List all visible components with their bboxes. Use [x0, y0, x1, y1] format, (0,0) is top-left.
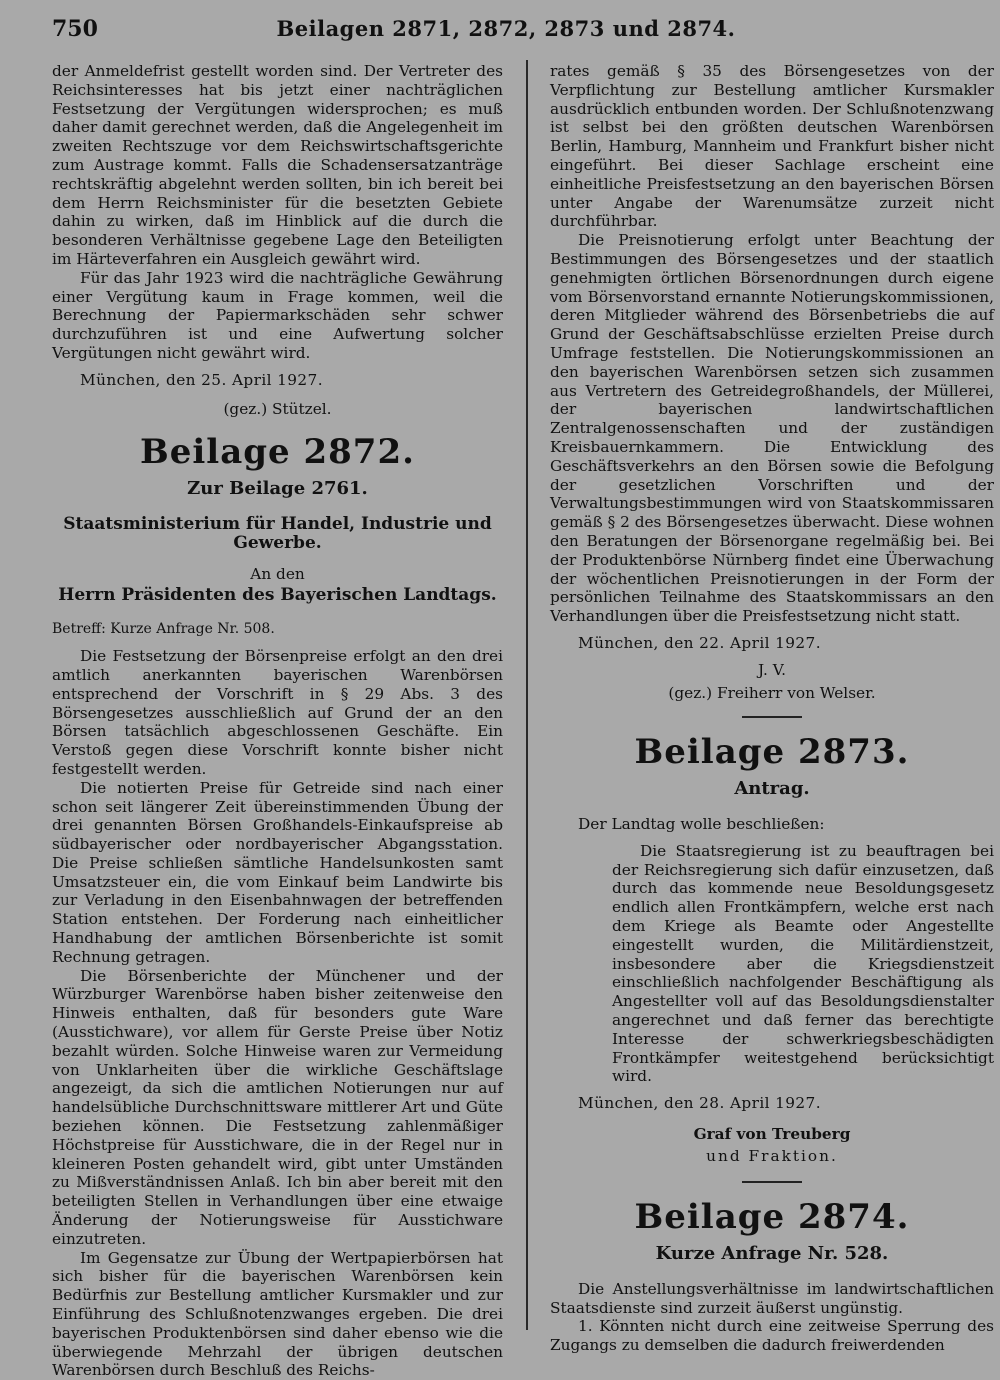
paragraph: Für das Jahr 1923 wird die nachträgliche Gewährung einer Vergütung kaum in Frage kommen, weil die Berechnung der Papiermarkschäden sehr schwer durchzuführen ist und eine Aufwertung solcher Vergütungen nicht gewährt wird.	[52, 268, 503, 362]
section-subtitle: Antrag.	[734, 778, 810, 800]
running-title: Beilagen 2871, 2872, 2873 und 2874.	[276, 16, 736, 41]
subject-line: Betreff: Kurze Anfrage Nr. 508.	[52, 621, 275, 638]
address-recipient: Herrn Präsidenten des Bayerischen Landtags.	[58, 584, 497, 605]
left-column	[52, 62, 503, 1380]
signer-fraction: und Fraktion.	[706, 1147, 838, 1166]
signers	[550, 1123, 994, 1167]
paragraph: der Anmeldefrist gestellt worden sind. Der Vertreter des Reichsinteresses hat bis jetzt einer nachträglichen Festsetzung der Vergütungen widersprochen; es muß daher damit gerechnet werden, daß die Angelegenheit im zweiten Rechtszuge vor dem Reichswirtschaftsgerichte zum Austrage kommt. Falls die Schadensersatzanträge rechtskräftig abgelehnt werden sollten, bin ich bereit bei dem Herrn Reichsminister für die besetzten Gebiete dahin zu wirken, daß im Hinblick auf die durch die besonderen Verhältnisse gegebene Lage den Beteiligten im Härteverfahren ein Ausgleich gewährt wird.	[52, 62, 503, 268]
section-title: Beilage 2872.	[140, 432, 415, 473]
ministry-heading: Staatsministerium für Handel, Industrie und Gewerbe.	[63, 514, 492, 553]
signer-name: Graf von Treuberg	[693, 1125, 851, 1144]
right-column	[550, 62, 994, 1355]
page-header	[52, 16, 960, 48]
motion-text: Die Staatsregierung ist zu beauftragen bei der Reichsregierung sich dafür einzusetzen, daß durch das kommende neue Besoldungsgesetz endlich allen Frontkämpfern, welche erst nach dem Kriege als Beamte oder Angestellte eingestellt wurden, die Militärdienstzeit, insbesondere aber die Kriegsdienstzeit einschließlich nachfolgender Beschäftigung als Angestellter voll auf das Besoldungsdienstalter angerechnet und daß ferner das berechtigte Interesse der schwerkriegsbeschädigten Frontkämpfer weitestgehend berücksichtigt wird.	[612, 841, 994, 1086]
signature-iv: J. V.	[758, 660, 786, 679]
paragraph: Die Anstellungsverhältnisse im landwirtschaftlichen Staatsdienste sind zurzeit äußerst ungünstig.	[550, 1279, 994, 1317]
dateline: München, den 28. April 1927.	[578, 1094, 821, 1113]
separator-rule	[742, 1181, 802, 1183]
section-subtitle: Kurze Anfrage Nr. 528.	[655, 1243, 889, 1265]
section-title: Beilage 2874.	[634, 1197, 910, 1238]
page-number: 750	[52, 16, 98, 42]
separator-rule	[742, 716, 802, 718]
address-line: An den	[250, 564, 305, 583]
signature: (gez.) Stützel.	[223, 399, 332, 418]
paragraph: Die Festsetzung der Börsenpreise erfolgt an den drei amtlich anerkannten bayerischen Warenbörsen entsprechend der Vorschrift in § 29 Abs. 3 des Börsengesetzes ausschließlich auf Grund der an den Börsen tatsächlich abgeschlossenen Geschäfte. Ein Verstoß gegen diese Vorschrift konnte bisher nicht festgestellt werden.	[52, 647, 503, 778]
paragraph: rates gemäß § 35 des Börsengesetzes von der Verpflichtung zur Bestellung amtlicher Kursmakler ausdrücklich entbunden worden. Der Schlußnotenzwang ist selbst bei den größten deutschen Warenbörsen Berlin, Hamburg, Mannheim und Frankfurt bisher nicht eingeführt. Bei dieser Sachlage erscheint eine einheitliche Preisfestsetzung an den bayerischen Börsen unter Angabe der Warenumsätze zurzeit nicht durchführbar.	[550, 62, 994, 231]
paragraph: Die notierten Preise für Getreide sind nach einer schon seit längerer Zeit übereinstimmenden Übung der drei genannten Börsen Großhandels-Einkaufspreise ab südbayerischer oder nordbayerischer Abgangsstation. Die Preise schließen sämtliche Handelsunkosten samt Umsatzsteuer ein, die vom Einkauf beim Landwirte bis zur Verladung in den Eisenbahnwagen der betreffenden Station entstehen. Der Forderung nach einheitlicher Handhabung der amtlichen Börsenberichte ist somit Rechnung getragen.	[52, 778, 503, 966]
signature: (gez.) Freiherr von Welser.	[668, 683, 876, 702]
paragraph: Die Preisnotierung erfolgt unter Beachtung der Bestimmungen des Börsengesetzes und der staatlich genehmigten örtlichen Börsenordnungen durch eigene vom Börsenvorstand ernannte Notierungskommissionen, deren Mitglieder während des Börsenbetriebs die auf Grund der Geschäftsabschlüsse erzielten Preise durch Umfrage feststellen. Die Notierungskommissionen an den bayerischen Warenbörsen setzen sich zusammen aus Vertretern des Getreidegroßhandels, der Müllerei, der bayerischen landwirtschaftlichen Zentralgenossenschaften und der zuständigen Kreisbauernkammern. Die Entwicklung des Geschäftsverkehrs an den Börsen sowie die Befolgung der gesetzlichen Vorschriften und der Verwaltungsbestimmungen wird von Staatskommissaren gemäß § 2 des Börsengesetzes überwacht. Diese wohnen den Beratungen der Börsenorgane regelmäßig bei. Bei der Produktenbörse Nürnberg findet eine Überwachung der wöchentlichen Preisnotierungen in der Form der persönlichen Teilnahme des Staatskommissars an den Verhandlungen über die Preisfestsetzung nicht statt.	[550, 231, 994, 626]
numbered-item: 1. Könnten nicht durch eine zeitweise Sperrung des Zugangs zu demselben die dadurch freiwerdenden	[550, 1317, 994, 1355]
paragraph: Im Gegensatze zur Übung der Wertpapierbörsen hat sich bisher für die bayerischen Warenbörsen kein Bedürfnis zur Bestellung amtlicher Kursmakler und zur Einführung des Schlußnotenzwanges ergeben. Die drei bayerischen Produktenbörsen sind daher ebenso wie die überwiegende Mehrzahl der übrigen deutschen Warenbörsen durch Beschluß des Reichs-	[52, 1248, 503, 1380]
section-subtitle: Zur Beilage 2761.	[187, 478, 368, 500]
motion-block	[612, 842, 994, 1086]
column-divider	[526, 60, 528, 1330]
motion-intro: Der Landtag wolle beschließen:	[578, 815, 825, 834]
section-title: Beilage 2873.	[634, 732, 910, 773]
dateline: München, den 25. April 1927.	[80, 370, 323, 389]
paragraph: Die Börsenberichte der Münchener und der Würzburger Warenbörse haben bisher zeitenweise den Hinweis enthalten, daß für besonders gute Ware (Ausstichware), vor allem für Gerste Preise über Notiz bezahlt würden. Solche Hinweise waren zur Vermeidung von Unklarheiten über die wirkliche Geschäftslage angezeigt, da sich die amtlichen Notierungen nur auf handelsübliche Durchschnittsware mittlerer Art und Güte beziehen können. Die Festsetzung zahlenmäßiger Höchstpreise für Ausstichware, die in der Regel nur in kleineren Posten gehandelt wird, gibt unter Umständen zu Mißverständnissen Anlaß. Ich bin aber bereit mit den beteiligten Stellen in Verhandlungen über eine etwaige Änderung der Notierungsweise für Ausstichware einzutreten.	[52, 966, 503, 1248]
dateline: München, den 22. April 1927.	[578, 633, 821, 652]
